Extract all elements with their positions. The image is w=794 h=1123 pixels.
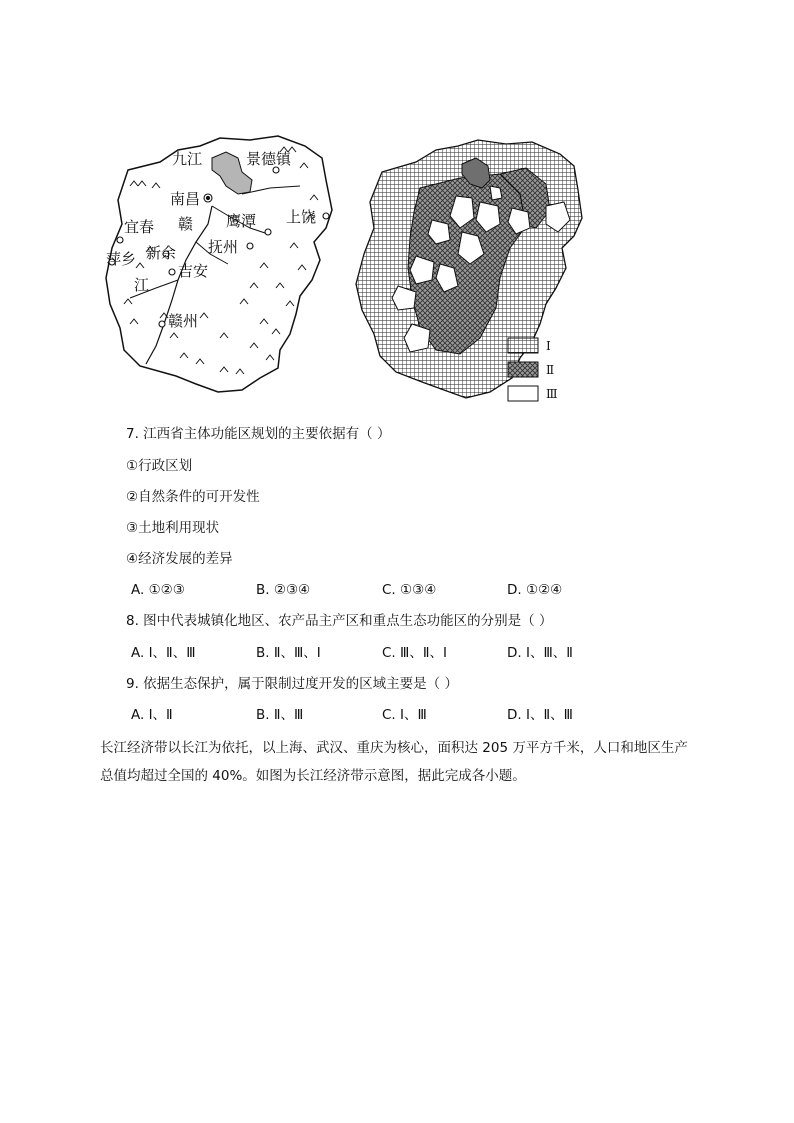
map-legend — [508, 338, 558, 401]
city-label-yingtan: 鹰潭 — [226, 212, 257, 230]
question-7-option-a: A. ①②③ — [131, 582, 185, 598]
city-label-nanchang: 南昌 — [170, 190, 201, 208]
jiangxi-city-map — [100, 128, 340, 398]
jiangxi-maps-figure — [100, 128, 590, 414]
city-label-yichun: 宜春 — [124, 218, 155, 236]
question-7-stem: 7. 江西省主体功能区规划的主要依据有（ ） — [126, 426, 391, 442]
city-label-jingdezhen: 景德镇 — [246, 150, 292, 168]
question-7-item-1: ①行政区划 — [126, 458, 193, 474]
legend-label-2: Ⅱ — [546, 363, 555, 377]
question-8-option-d: D. Ⅰ、Ⅲ、Ⅱ — [507, 645, 573, 661]
river-label-jiang: 江 — [134, 276, 150, 294]
question-9-option-d: D. Ⅰ、Ⅱ、Ⅲ — [507, 707, 573, 723]
question-9-option-b: B. Ⅱ、Ⅲ — [256, 707, 304, 723]
city-label-pingxiang: 萍乡 — [106, 250, 137, 268]
yangtze-intro-paragraph: 长江经济带以长江为依托，以上海、武汉、重庆为核心，面积达 205 万平方千米，人口和地区生产总值均超过全国的 40%。如图为长江经济带示意图，据此完成各小题。 — [100, 740, 688, 784]
question-7-item-3: ③土地利用现状 — [126, 520, 220, 536]
question-8-option-a: A. Ⅰ、Ⅱ、Ⅲ — [131, 645, 196, 661]
question-9-option-c: C. Ⅰ、Ⅲ — [382, 707, 427, 723]
city-label-jiujiang: 九江 — [172, 150, 203, 168]
city-label-xinyu: 新余 — [146, 244, 177, 262]
river-label-gan: 赣 — [178, 215, 194, 233]
question-8-option-c: C. Ⅲ、Ⅱ、Ⅰ — [382, 645, 447, 661]
question-7-option-b: B. ②③④ — [256, 582, 311, 598]
city-label-ganzhou: 赣州 — [168, 312, 199, 330]
question-8-option-b: B. Ⅱ、Ⅲ、Ⅰ — [256, 645, 321, 661]
question-7-option-d: D. ①②④ — [507, 582, 563, 598]
jiangxi-function-zone-map — [350, 128, 590, 414]
city-label-fuzhou: 抚州 — [208, 238, 239, 256]
question-7-option-c: C. ①③④ — [382, 582, 437, 598]
city-label-jian: 吉安 — [178, 262, 209, 280]
legend-label-1: Ⅰ — [546, 339, 551, 353]
question-9-stem: 9. 依据生态保护，属于限制过度开发的区域主要是（ ） — [126, 676, 458, 692]
city-label-shangrao: 上饶 — [286, 208, 317, 226]
question-9-option-a: A. Ⅰ、Ⅱ — [131, 707, 173, 723]
question-7-item-4: ④经济发展的差异 — [126, 551, 233, 567]
question-7-item-2: ②自然条件的可开发性 — [126, 489, 260, 505]
question-8-stem: 8. 图中代表城镇化地区、农产品主产区和重点生态功能区的分别是（ ） — [126, 613, 553, 629]
legend-label-3: Ⅲ — [546, 387, 558, 401]
